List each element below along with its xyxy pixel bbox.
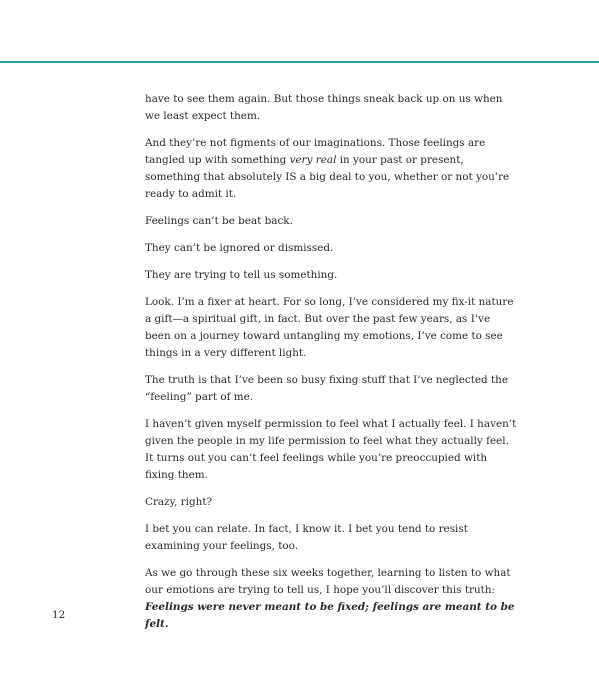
paragraph-11: [145, 565, 517, 633]
paragraph-9: Crazy, right?: [145, 496, 213, 508]
paragraph-1: have to see them again. But those things sneak back up on us when we least expect them.: [145, 93, 503, 122]
body-text: [145, 91, 517, 643]
paragraph-6: Look. I’m a fixer at heart. For so long, I’ve considered my fix-it nature a gift—a spiritual gift, in fact. But over the past few years, as I’ve been on a journey toward untangling my emotions, I’ve come to see things in a very different light.: [145, 296, 514, 359]
paragraph-5: They are trying to tell us something.: [145, 269, 338, 281]
paragraph-11-bold-italic: Feelings were never meant to be fixed; feelings are meant to be felt.: [145, 601, 515, 630]
paragraph-2-text-a: And they’re not figments of our imaginations. Those feelings are tangled up with something: [145, 137, 486, 166]
paragraph-10: I bet you can relate. In fact, I know it. I bet you tend to resist examining your feelings, too.: [145, 523, 468, 552]
paragraph-11-text-a: As we go through these six weeks together, learning to listen to what our emotions are trying to tell us, I hope you’ll discover this truth:: [145, 567, 511, 596]
paragraph-8: I haven’t given myself permission to feel what I actually feel. I haven’t given the people in my life permission to feel what they actually feel. It turns out you can’t feel feelings while you’re preoccupied with fixing them.: [145, 418, 517, 481]
paragraph-4: They can’t be ignored or dismissed.: [145, 242, 334, 254]
paragraph-2-italic: very real: [289, 154, 337, 166]
paragraph-7: The truth is that I’ve been so busy fixing stuff that I’ve neglected the “feeling” part of me.: [145, 374, 508, 403]
header-rule: [0, 61, 599, 63]
page-number: 12: [52, 609, 66, 621]
paragraph-2: [145, 135, 517, 203]
paragraph-2-text-c: in your past or present, something that absolutely IS a big deal to you, whether or not you’re ready to admit it.: [145, 154, 510, 200]
paragraph-3: Feelings can’t be beat back.: [145, 215, 293, 227]
